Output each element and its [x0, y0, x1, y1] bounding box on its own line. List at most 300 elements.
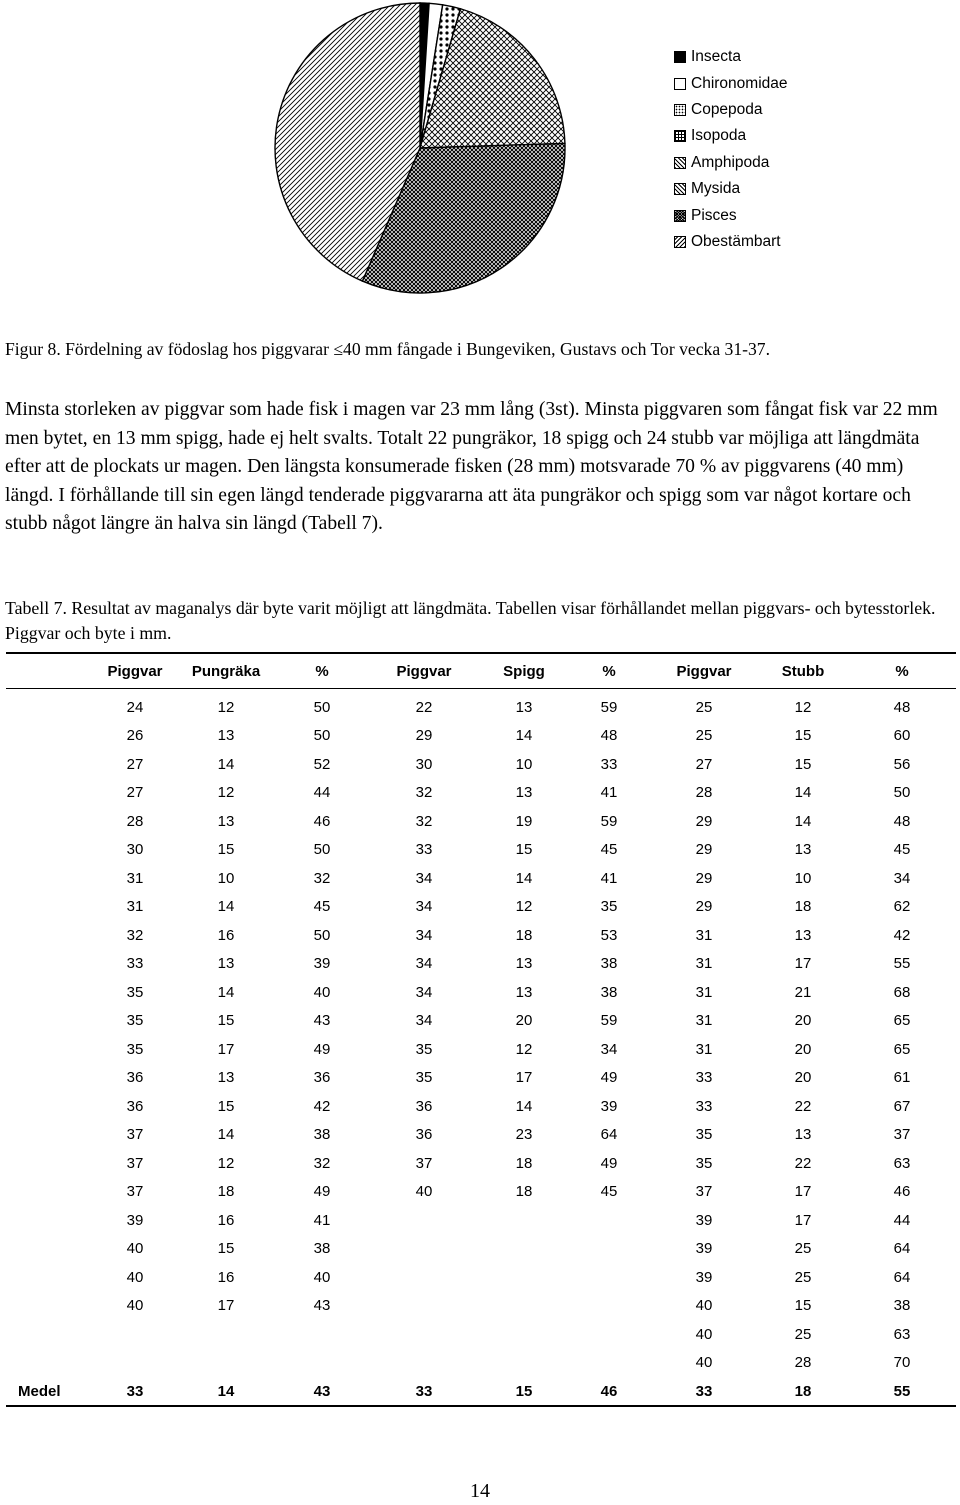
table-cell: 34 [415, 955, 433, 973]
table-cell: 15 [217, 1240, 235, 1258]
column-header: Spigg [480, 653, 568, 689]
footer-cell: 33 [650, 1377, 758, 1406]
table-cell: 13 [794, 926, 812, 944]
table-cell: 38 [893, 1297, 911, 1315]
table-cell: 29 [695, 841, 713, 859]
table-cell: 25 [695, 727, 713, 745]
table-cell: 64 [600, 1126, 618, 1144]
table-cell: 59 [600, 812, 618, 830]
table-cell: 18 [794, 898, 812, 916]
table-cell: 14 [515, 869, 533, 887]
table-cell [568, 1349, 650, 1378]
table-cell: 13 [794, 1126, 812, 1144]
table-cell: 31 [695, 926, 713, 944]
table-cell: 60 [893, 727, 911, 745]
table-cell: 36 [415, 1097, 433, 1115]
table-cell: 13 [515, 983, 533, 1001]
table-cell [368, 1263, 480, 1292]
table-cell: 50 [893, 784, 911, 802]
table-caption: Tabell 7. Resultat av maganalys där byte varit möjligt att längdmäta. Tabellen visar förhållandet mellan piggvars- och bytesstorlek. Piggvar och byte i mm. [5, 598, 936, 643]
table-row [6, 1121, 956, 1150]
table-cell: 29 [415, 727, 433, 745]
table-cell: 36 [313, 1069, 331, 1087]
table-cell: 63 [893, 1154, 911, 1172]
table-cell: 31 [695, 1012, 713, 1030]
table-cell: 48 [893, 698, 911, 716]
table-cell: 20 [515, 1012, 533, 1030]
table-cell [94, 1320, 176, 1349]
table-cell: 30 [126, 841, 144, 859]
table-cell: 44 [893, 1211, 911, 1229]
table-cell: 26 [126, 727, 144, 745]
pie-chart-svg [270, 0, 570, 300]
table-cell: 59 [600, 1012, 618, 1030]
table-cell: 35 [600, 898, 618, 916]
legend-item-obestämbart [674, 229, 788, 255]
table-cell: 19 [515, 812, 533, 830]
table-cell: 33 [695, 1069, 713, 1087]
table-cell: 21 [794, 983, 812, 1001]
table-cell: 48 [893, 812, 911, 830]
table-cell: 63 [893, 1325, 911, 1343]
legend-item-mysida [674, 176, 788, 202]
table-cell: 35 [695, 1154, 713, 1172]
table-cell: 24 [126, 698, 144, 716]
column-header: Piggvar [94, 653, 176, 689]
table-cell: 22 [415, 698, 433, 716]
table-cell: 14 [217, 983, 235, 1001]
table-cell: 25 [794, 1240, 812, 1258]
table-cell [480, 1235, 568, 1264]
table-cell: 56 [893, 755, 911, 773]
table-cell: 17 [217, 1040, 235, 1058]
table-cell: 46 [893, 1183, 911, 1201]
table-cell [480, 1292, 568, 1321]
table-cell: 38 [313, 1126, 331, 1144]
table-cell: 38 [600, 955, 618, 973]
table-cell: 46 [313, 812, 331, 830]
table-cell: 52 [313, 755, 331, 773]
table-cell: 17 [217, 1297, 235, 1315]
table-cell: 17 [794, 1183, 812, 1201]
table-cell [6, 1292, 94, 1321]
legend-label: Copepoda [691, 100, 763, 118]
table-cell: 14 [515, 727, 533, 745]
legend-item-chironomidae [674, 70, 788, 96]
table-cell: 45 [600, 1183, 618, 1201]
table-row [6, 1206, 956, 1235]
table-cell [6, 950, 94, 979]
table-cell: 38 [313, 1240, 331, 1258]
table-cell [6, 864, 94, 893]
table-cell: 18 [515, 1183, 533, 1201]
table-cell: 50 [313, 727, 331, 745]
table-cell: 39 [600, 1097, 618, 1115]
pie-chart [0, 0, 960, 300]
footer-cell: 46 [568, 1377, 650, 1406]
table-cell: 35 [126, 983, 144, 1001]
table-header-row [6, 653, 956, 689]
table-cell: 13 [217, 727, 235, 745]
table-cell: 32 [415, 812, 433, 830]
table-cell [6, 1206, 94, 1235]
table-cell: 15 [515, 841, 533, 859]
legend-label: Isopoda [691, 127, 747, 145]
table-cell [568, 1235, 650, 1264]
table-cell [6, 1320, 94, 1349]
table-cell: 13 [217, 812, 235, 830]
table-row [6, 1092, 956, 1121]
table-cell: 34 [415, 983, 433, 1001]
table-cell: 33 [600, 755, 618, 773]
table-cell: 55 [893, 955, 911, 973]
table-cell: 37 [126, 1154, 144, 1172]
table-cell: 12 [217, 1154, 235, 1172]
table-cell: 36 [126, 1069, 144, 1087]
table-cell [368, 1235, 480, 1264]
table-row [6, 722, 956, 751]
table-cell: 49 [600, 1154, 618, 1172]
table-cell [6, 779, 94, 808]
table-cell: 50 [313, 698, 331, 716]
table-cell [6, 1235, 94, 1264]
table-cell [568, 1263, 650, 1292]
table-cell: 41 [600, 869, 618, 887]
table-cell: 65 [893, 1040, 911, 1058]
table-cell: 13 [515, 698, 533, 716]
table-cell: 17 [794, 955, 812, 973]
table-cell: 15 [217, 841, 235, 859]
table-cell: 34 [415, 869, 433, 887]
table-cell: 62 [893, 898, 911, 916]
table-cell: 14 [515, 1097, 533, 1115]
table-row [6, 779, 956, 808]
table-cell: 31 [695, 1040, 713, 1058]
table-cell: 12 [217, 698, 235, 716]
table-cell: 13 [217, 955, 235, 973]
table-cell: 31 [126, 869, 144, 887]
table-cell: 20 [794, 1040, 812, 1058]
table-cell: 37 [415, 1154, 433, 1172]
table-row [6, 1263, 956, 1292]
table-cell: 17 [794, 1211, 812, 1229]
legend-item-isopoda [674, 123, 788, 149]
legend-swatch [674, 183, 686, 195]
table-cell: 23 [515, 1126, 533, 1144]
table-cell: 16 [217, 926, 235, 944]
table-cell: 65 [893, 1012, 911, 1030]
table-cell: 14 [217, 898, 235, 916]
table-cell: 39 [695, 1268, 713, 1286]
table-cell [480, 1263, 568, 1292]
table-cell: 31 [126, 898, 144, 916]
table-cell: 15 [794, 727, 812, 745]
table-cell: 10 [515, 755, 533, 773]
table-cell: 40 [313, 1268, 331, 1286]
table-cell: 13 [794, 841, 812, 859]
table-cell: 14 [794, 812, 812, 830]
table-cell [568, 1292, 650, 1321]
table-cell [6, 893, 94, 922]
legend-label: Pisces [691, 206, 737, 224]
table-row [6, 1149, 956, 1178]
table-row [6, 689, 956, 722]
table-cell [6, 1349, 94, 1378]
table-cell [368, 1292, 480, 1321]
table-cell: 15 [794, 755, 812, 773]
body-paragraph: Minsta storleken av piggvar som hade fisk i magen var 23 mm lång (3st). Minsta piggvaren som fångat fisk var 22 mm men bytet, en 13 mm spigg, hade ej helt svalts. Totalt 22 pungräkor, 18 spigg och 24 stubb var möjliga att längdmäta efter att de plockats ur magen. Den längsta konsumerade fisken (28 mm) motsvarade 70 % av piggvarens (40 mm) längd. I förhållande till sin egen längd tenderade piggvararna att äta pungräkor och spigg som var något kortare och stubb något längre än halva sin längd (Tabell 7). [5, 399, 938, 534]
table-cell: 37 [893, 1126, 911, 1144]
table-cell: 31 [695, 955, 713, 973]
table-cell: 20 [794, 1012, 812, 1030]
table-cell: 68 [893, 983, 911, 1001]
table-cell: 43 [313, 1012, 331, 1030]
column-header: Piggvar [650, 653, 758, 689]
column-header: Pungräka [176, 653, 276, 689]
column-header: Stubb [758, 653, 848, 689]
table-cell: 34 [415, 898, 433, 916]
page-number: 14 [470, 1480, 490, 1502]
table-cell: 35 [695, 1126, 713, 1144]
table-cell: 49 [313, 1183, 331, 1201]
table-cell: 28 [695, 784, 713, 802]
footer-cell: 55 [848, 1377, 956, 1406]
table-cell: 37 [126, 1126, 144, 1144]
table-cell: 64 [893, 1268, 911, 1286]
table-cell: 22 [794, 1154, 812, 1172]
table-cell: 40 [415, 1183, 433, 1201]
table-cell: 25 [695, 698, 713, 716]
table-cell [6, 921, 94, 950]
table-cell: 36 [415, 1126, 433, 1144]
table-cell: 40 [695, 1325, 713, 1343]
table-cell: 39 [126, 1211, 144, 1229]
table-cell: 34 [415, 1012, 433, 1030]
table-cell: 13 [217, 1069, 235, 1087]
table-cell: 42 [893, 926, 911, 944]
table-cell [6, 1092, 94, 1121]
table-cell: 45 [313, 898, 331, 916]
table-cell: 32 [313, 1154, 331, 1172]
legend-swatch [674, 236, 686, 248]
legend-item-pisces [674, 202, 788, 228]
footer-cell: 33 [368, 1377, 480, 1406]
table-cell: 18 [515, 1154, 533, 1172]
table-cell: 25 [794, 1268, 812, 1286]
table-cell: 20 [794, 1069, 812, 1087]
table-cell: 35 [126, 1012, 144, 1030]
table-cell [6, 1178, 94, 1207]
table-cell: 48 [600, 727, 618, 745]
table-cell: 39 [313, 955, 331, 973]
legend-item-copepoda [674, 97, 788, 123]
table-cell [480, 1206, 568, 1235]
table-row [6, 893, 956, 922]
legend-swatch [674, 157, 686, 169]
table-cell [6, 1149, 94, 1178]
footer-cell: 15 [480, 1377, 568, 1406]
table-cell: 40 [126, 1268, 144, 1286]
table-cell: 35 [415, 1040, 433, 1058]
legend-swatch [674, 104, 686, 116]
table-cell [480, 1349, 568, 1378]
table-cell: 50 [313, 841, 331, 859]
table-cell [276, 1320, 368, 1349]
legend-swatch [674, 78, 686, 90]
column-header: % [848, 653, 956, 689]
table-cell: 33 [415, 841, 433, 859]
table-row [6, 1178, 956, 1207]
table-cell: 12 [794, 698, 812, 716]
table-cell: 10 [217, 869, 235, 887]
table-cell: 41 [313, 1211, 331, 1229]
table-cell [94, 1349, 176, 1378]
table-cell: 28 [794, 1354, 812, 1372]
table-cell: 59 [600, 698, 618, 716]
table-cell: 35 [415, 1069, 433, 1087]
table-cell: 28 [126, 812, 144, 830]
table-cell: 40 [313, 983, 331, 1001]
table-cell: 29 [695, 898, 713, 916]
table-cell [276, 1349, 368, 1378]
table-cell: 30 [415, 755, 433, 773]
table-cell: 34 [600, 1040, 618, 1058]
table-cell [6, 750, 94, 779]
table-cell: 40 [695, 1354, 713, 1372]
table-cell: 12 [515, 1040, 533, 1058]
column-header: % [568, 653, 650, 689]
column-header: Piggvar [368, 653, 480, 689]
table-cell: 15 [217, 1097, 235, 1115]
table-cell: 12 [217, 784, 235, 802]
table-cell: 36 [126, 1097, 144, 1115]
table-cell [368, 1320, 480, 1349]
chart-legend [674, 44, 788, 255]
table-cell: 16 [217, 1211, 235, 1229]
table-cell: 64 [893, 1240, 911, 1258]
table-cell: 13 [515, 955, 533, 973]
table-cell: 39 [695, 1211, 713, 1229]
table-row [6, 750, 956, 779]
table-cell: 49 [313, 1040, 331, 1058]
table-cell: 45 [600, 841, 618, 859]
table-cell [6, 978, 94, 1007]
table-row [6, 1035, 956, 1064]
table-cell [176, 1320, 276, 1349]
table-cell: 14 [217, 755, 235, 773]
table-cell: 31 [695, 983, 713, 1001]
table-cell: 34 [415, 926, 433, 944]
table-row [6, 950, 956, 979]
table-cell: 18 [515, 926, 533, 944]
table-cell: 37 [695, 1183, 713, 1201]
table-cell: 13 [515, 784, 533, 802]
table-cell: 17 [515, 1069, 533, 1087]
table-cell: 53 [600, 926, 618, 944]
table-cell: 29 [695, 869, 713, 887]
table-cell: 14 [794, 784, 812, 802]
footer-cell: 14 [176, 1377, 276, 1406]
figure-caption: Figur 8. Fördelning av födoslag hos piggvarar ≤40 mm fångade i Bungeviken, Gustavs och Tor vecka 31-37. [5, 339, 770, 359]
table-cell: 70 [893, 1354, 911, 1372]
table-cell: 14 [217, 1126, 235, 1144]
table-cell: 16 [217, 1268, 235, 1286]
column-header [6, 653, 94, 689]
table-row [6, 836, 956, 865]
table-cell: 42 [313, 1097, 331, 1115]
table-cell [368, 1206, 480, 1235]
table-cell: 32 [126, 926, 144, 944]
table-cell: 27 [126, 784, 144, 802]
table-cell [480, 1320, 568, 1349]
table-cell [568, 1206, 650, 1235]
table-cell: 44 [313, 784, 331, 802]
table-cell: 50 [313, 926, 331, 944]
table-cell: 15 [794, 1297, 812, 1315]
table-cell: 12 [515, 898, 533, 916]
table-cell [6, 1064, 94, 1093]
table-cell [6, 1263, 94, 1292]
legend-item-amphipoda [674, 150, 788, 176]
table-cell: 25 [794, 1325, 812, 1343]
table-footer-row [6, 1377, 956, 1406]
legend-label: Insecta [691, 48, 741, 66]
table-cell [6, 1035, 94, 1064]
table-cell: 32 [415, 784, 433, 802]
table-cell [6, 807, 94, 836]
legend-label: Amphipoda [691, 153, 770, 171]
legend-swatch [674, 51, 686, 63]
table-cell: 40 [126, 1240, 144, 1258]
legend-label: Mysida [691, 180, 741, 198]
table-cell [568, 1320, 650, 1349]
table-cell: 41 [600, 784, 618, 802]
table-cell [368, 1349, 480, 1378]
table-cell: 37 [126, 1183, 144, 1201]
table-cell [6, 1121, 94, 1150]
table-cell: 27 [695, 755, 713, 773]
legend-item-insecta [674, 44, 788, 70]
footer-label: Medel [6, 1377, 94, 1406]
results-table [6, 652, 956, 1407]
table-row [6, 1320, 956, 1349]
table-cell: 67 [893, 1097, 911, 1115]
table-cell: 38 [600, 983, 618, 1001]
footer-cell: 18 [758, 1377, 848, 1406]
table-cell [6, 836, 94, 865]
table-row [6, 1064, 956, 1093]
table-cell: 15 [217, 1012, 235, 1030]
table-row [6, 1349, 956, 1378]
table-row [6, 807, 956, 836]
legend-label: Chironomidae [691, 74, 788, 92]
table-row [6, 921, 956, 950]
footer-cell: 43 [276, 1377, 368, 1406]
table-row [6, 1235, 956, 1264]
legend-label: Obestämbart [691, 232, 781, 250]
table-cell: 40 [695, 1297, 713, 1315]
table-cell: 27 [126, 755, 144, 773]
table-row [6, 1292, 956, 1321]
table-cell: 35 [126, 1040, 144, 1058]
table-cell: 18 [217, 1183, 235, 1201]
table-cell: 45 [893, 841, 911, 859]
table-cell: 33 [126, 955, 144, 973]
table-cell: 34 [893, 869, 911, 887]
table-cell: 32 [313, 869, 331, 887]
table-cell [6, 1007, 94, 1036]
table-cell: 43 [313, 1297, 331, 1315]
